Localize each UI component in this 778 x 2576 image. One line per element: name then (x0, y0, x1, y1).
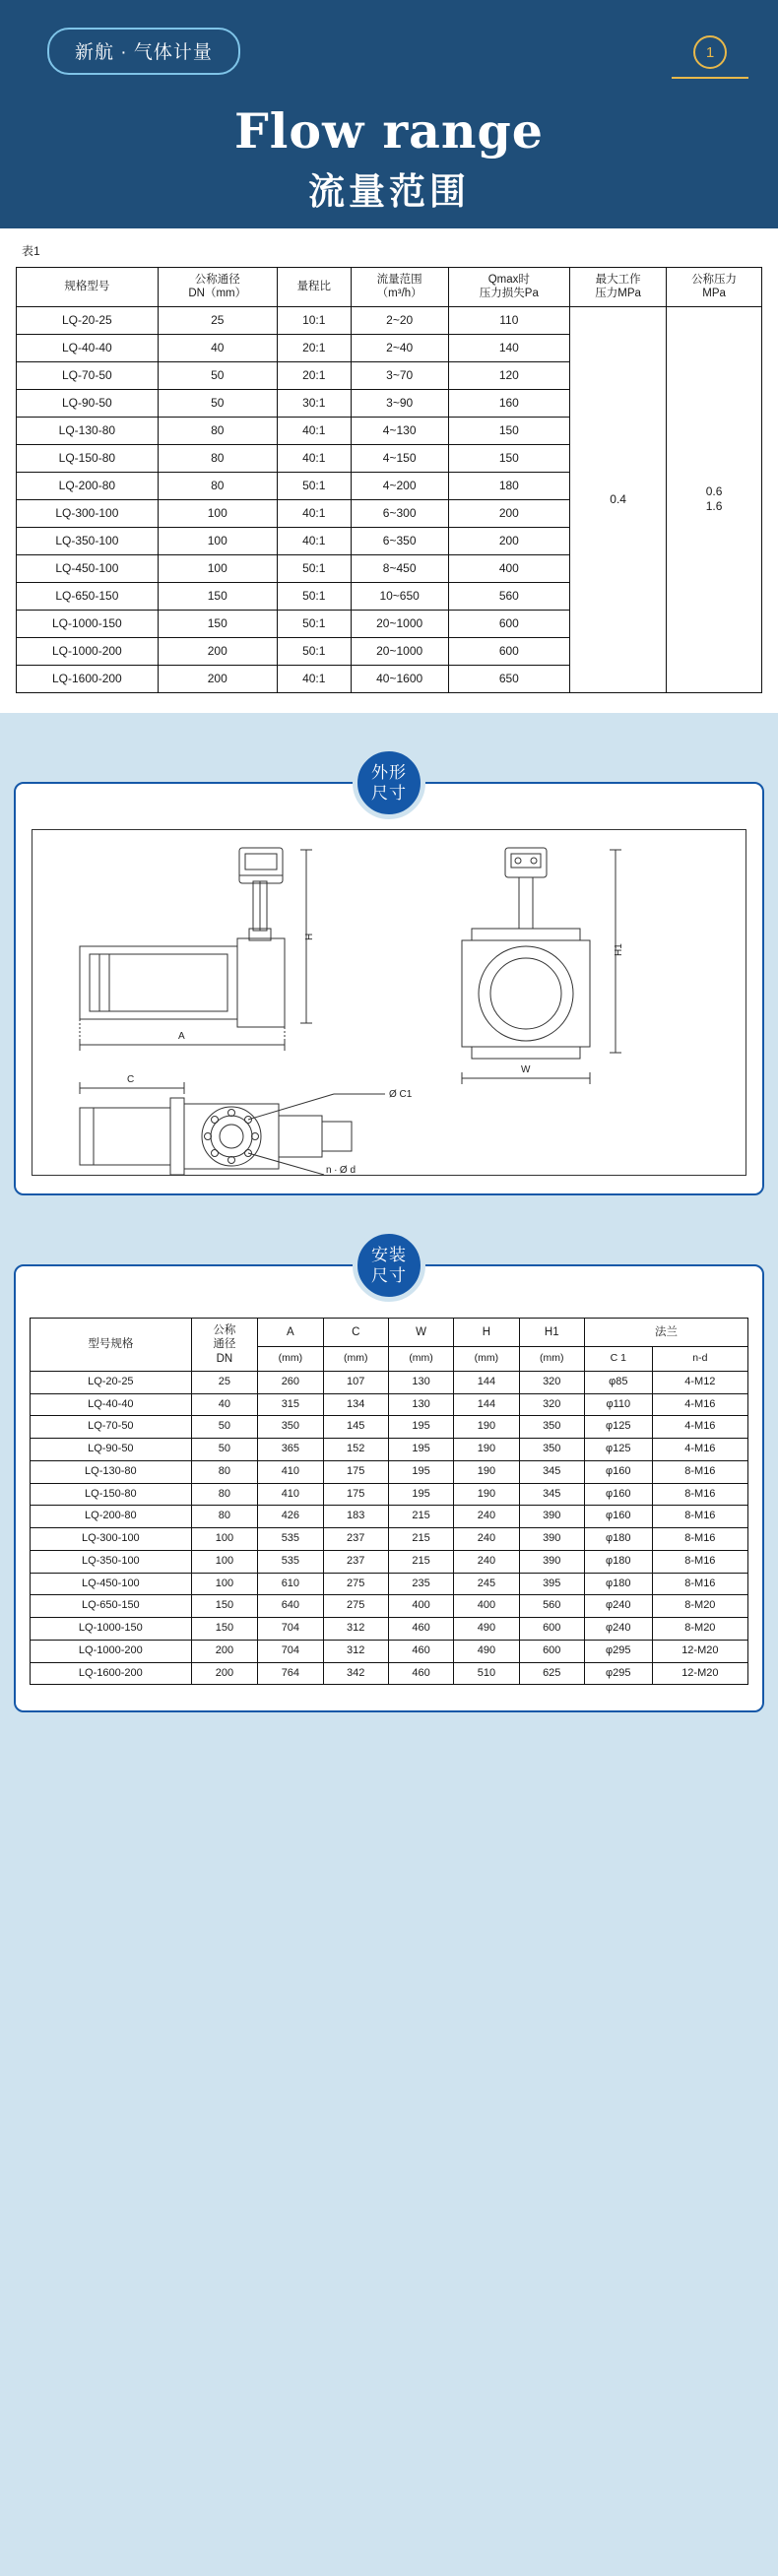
dn-cell: 50 (191, 1439, 258, 1461)
c-cell: 183 (323, 1506, 388, 1528)
dn-cell: 50 (158, 361, 277, 389)
page-header (0, 0, 778, 228)
range-cell: 8~450 (351, 554, 448, 582)
c-cell: 312 (323, 1618, 388, 1641)
ratio-cell: 50:1 (277, 582, 351, 610)
table-header-row (17, 268, 762, 307)
ratio-cell: 50:1 (277, 554, 351, 582)
model-cell: LQ-150-80 (17, 444, 159, 472)
nd-cell: 8-M16 (652, 1528, 747, 1551)
install-badge-line2: 尺寸 (371, 1265, 407, 1285)
c-cell: 175 (323, 1483, 388, 1506)
h-cell: 240 (454, 1528, 519, 1551)
model-cell: LQ-20-25 (31, 1371, 192, 1393)
range-cell: 3~90 (351, 389, 448, 417)
loss-cell: 650 (448, 665, 570, 692)
model-cell: LQ-300-100 (17, 499, 159, 527)
loss-cell: 150 (448, 417, 570, 444)
col-model: 型号规格 (31, 1318, 192, 1371)
dn-cell: 50 (191, 1416, 258, 1439)
col-model: 规格型号 (17, 268, 159, 307)
model-cell: LQ-40-40 (31, 1393, 192, 1416)
model-cell: LQ-90-50 (17, 389, 159, 417)
loss-cell: 600 (448, 610, 570, 637)
w-cell: 195 (388, 1416, 453, 1439)
col-w: W (388, 1318, 453, 1346)
h1-cell: 625 (519, 1662, 584, 1685)
dn-cell: 200 (191, 1662, 258, 1685)
model-cell: LQ-1000-200 (17, 637, 159, 665)
loss-cell: 600 (448, 637, 570, 665)
h-cell: 190 (454, 1460, 519, 1483)
h-cell: 490 (454, 1640, 519, 1662)
c-cell: 237 (323, 1550, 388, 1573)
model-cell: LQ-40-40 (17, 334, 159, 361)
flow-range-table-head (17, 268, 762, 307)
section-badge-install (353, 1229, 425, 1302)
h-cell: 400 (454, 1595, 519, 1618)
install-table-head (31, 1318, 748, 1371)
brand-pill: 新航 · 气体计量 (47, 28, 240, 75)
col-h: H (454, 1318, 519, 1346)
unit-w: (mm) (388, 1346, 453, 1371)
dn-cell: 100 (158, 499, 277, 527)
model-cell: LQ-450-100 (31, 1573, 192, 1595)
loss-cell: 560 (448, 582, 570, 610)
table-row (31, 1506, 748, 1528)
c1-cell: φ180 (584, 1550, 652, 1573)
col-pressure-loss: Qmax时 压力损失Pa (448, 268, 570, 307)
a-cell: 610 (258, 1573, 323, 1595)
nd-cell: 12-M20 (652, 1662, 747, 1685)
c-cell: 275 (323, 1573, 388, 1595)
dn-cell: 50 (158, 389, 277, 417)
a-cell: 365 (258, 1439, 323, 1461)
table-row (31, 1483, 748, 1506)
unit-a: (mm) (258, 1346, 323, 1371)
dn-cell: 25 (158, 306, 277, 334)
dn-cell: 100 (191, 1550, 258, 1573)
c1-cell: φ180 (584, 1573, 652, 1595)
section-badge-outline (353, 746, 425, 819)
max-working-pressure-cell: 0.4 (570, 306, 667, 692)
c-cell: 107 (323, 1371, 388, 1393)
col-flange: 法兰 (584, 1318, 747, 1346)
c-cell: 275 (323, 1595, 388, 1618)
w-cell: 130 (388, 1371, 453, 1393)
table-row (31, 1416, 748, 1439)
flow-range-panel (0, 228, 778, 713)
col-range: 流量范围 （m³/h） (351, 268, 448, 307)
c-cell: 312 (323, 1640, 388, 1662)
c1-cell: φ85 (584, 1371, 652, 1393)
h1-cell: 600 (519, 1640, 584, 1662)
range-cell: 2~40 (351, 334, 448, 361)
a-cell: 535 (258, 1528, 323, 1551)
unit-c: (mm) (323, 1346, 388, 1371)
install-table-body (31, 1371, 748, 1685)
range-cell: 20~1000 (351, 610, 448, 637)
loss-cell: 140 (448, 334, 570, 361)
table-row (31, 1460, 748, 1483)
ratio-cell: 30:1 (277, 389, 351, 417)
col-nominal-pressure: 公称压力 MPa (667, 268, 762, 307)
c1-cell: φ110 (584, 1393, 652, 1416)
loss-cell: 200 (448, 499, 570, 527)
nd-cell: 4-M16 (652, 1439, 747, 1461)
w-cell: 195 (388, 1483, 453, 1506)
model-cell: LQ-300-100 (31, 1528, 192, 1551)
h1-cell: 320 (519, 1393, 584, 1416)
dn-cell: 40 (191, 1393, 258, 1416)
a-cell: 410 (258, 1483, 323, 1506)
model-cell: LQ-200-80 (17, 472, 159, 499)
ratio-cell: 50:1 (277, 637, 351, 665)
c-cell: 237 (323, 1528, 388, 1551)
model-cell: LQ-350-100 (31, 1550, 192, 1573)
h1-cell: 350 (519, 1416, 584, 1439)
ratio-cell: 40:1 (277, 665, 351, 692)
c-cell: 134 (323, 1393, 388, 1416)
spacer-install (0, 1195, 778, 1229)
w-cell: 215 (388, 1528, 453, 1551)
col-dn: 公称 通径 DN (191, 1318, 258, 1371)
model-cell: LQ-1600-200 (31, 1662, 192, 1685)
h-cell: 240 (454, 1506, 519, 1528)
a-cell: 260 (258, 1371, 323, 1393)
install-dimensions-card (14, 1264, 764, 1713)
loss-cell: 120 (448, 361, 570, 389)
nd-cell: 4-M16 (652, 1416, 747, 1439)
a-cell: 640 (258, 1595, 323, 1618)
outline-badge-wrap (0, 746, 778, 819)
nd-cell: 8-M16 (652, 1550, 747, 1573)
label-nd: n ∙ Ø d (326, 1164, 357, 1175)
page-badge-underline (672, 77, 748, 79)
table-header-row (31, 1318, 748, 1346)
h1-cell: 600 (519, 1618, 584, 1641)
range-cell: 6~350 (351, 527, 448, 554)
dn-cell: 80 (191, 1460, 258, 1483)
a-cell: 764 (258, 1662, 323, 1685)
dn-cell: 200 (158, 637, 277, 665)
dn-cell: 100 (191, 1573, 258, 1595)
h-cell: 190 (454, 1416, 519, 1439)
c-cell: 342 (323, 1662, 388, 1685)
install-badge-wrap (0, 1229, 778, 1302)
loss-cell: 200 (448, 527, 570, 554)
dn-cell: 80 (158, 417, 277, 444)
ratio-cell: 50:1 (277, 610, 351, 637)
model-cell: LQ-200-80 (31, 1506, 192, 1528)
ratio-cell: 40:1 (277, 499, 351, 527)
nd-cell: 12-M20 (652, 1640, 747, 1662)
dn-cell: 100 (191, 1528, 258, 1551)
page-title-cn: 流量范围 (308, 171, 470, 212)
dn-cell: 100 (158, 527, 277, 554)
label-H: H (304, 933, 315, 940)
nd-cell: 8-M16 (652, 1483, 747, 1506)
c1-cell: φ295 (584, 1662, 652, 1685)
nd-cell: 4-M16 (652, 1393, 747, 1416)
ratio-cell: 10:1 (277, 306, 351, 334)
col-c: C (323, 1318, 388, 1346)
dn-cell: 100 (158, 554, 277, 582)
model-cell: LQ-150-80 (31, 1483, 192, 1506)
dn-cell: 150 (191, 1595, 258, 1618)
nominal-pressure-cell: 0.6 1.6 (667, 306, 762, 692)
model-cell: LQ-650-150 (17, 582, 159, 610)
table-row (31, 1550, 748, 1573)
unit-h1: (mm) (519, 1346, 584, 1371)
w-cell: 130 (388, 1393, 453, 1416)
table-row (31, 1393, 748, 1416)
c1-cell: φ180 (584, 1528, 652, 1551)
h1-cell: 390 (519, 1550, 584, 1573)
w-cell: 460 (388, 1618, 453, 1641)
dn-cell: 150 (158, 610, 277, 637)
model-cell: LQ-70-50 (31, 1416, 192, 1439)
col-ratio: 量程比 (277, 268, 351, 307)
dn-cell: 200 (191, 1640, 258, 1662)
a-cell: 535 (258, 1550, 323, 1573)
install-dimensions-table (30, 1318, 748, 1686)
col-dn: 公称通径 DN（mm） (158, 268, 277, 307)
w-cell: 215 (388, 1550, 453, 1573)
nd-cell: 4-M12 (652, 1371, 747, 1393)
outline-drawing-box (32, 829, 746, 1176)
table-row (31, 1528, 748, 1551)
table-row (31, 1371, 748, 1393)
table-row (31, 1662, 748, 1685)
c1-cell: φ240 (584, 1595, 652, 1618)
loss-cell: 180 (448, 472, 570, 499)
model-cell: LQ-1000-150 (31, 1618, 192, 1641)
h-cell: 190 (454, 1439, 519, 1461)
dn-cell: 80 (191, 1483, 258, 1506)
h1-cell: 345 (519, 1460, 584, 1483)
c1-cell: φ125 (584, 1416, 652, 1439)
flow-range-table (16, 267, 762, 693)
c1-cell: φ160 (584, 1506, 652, 1528)
h1-cell: 395 (519, 1573, 584, 1595)
h-cell: 490 (454, 1618, 519, 1641)
model-cell: LQ-20-25 (17, 306, 159, 334)
c1-cell: φ125 (584, 1439, 652, 1461)
h-cell: 190 (454, 1483, 519, 1506)
nd-cell: 8-M16 (652, 1460, 747, 1483)
page-title-en: Flow range (234, 102, 544, 160)
outline-drawing-svg (32, 830, 746, 1175)
a-cell: 350 (258, 1416, 323, 1439)
c-cell: 152 (323, 1439, 388, 1461)
a-cell: 704 (258, 1640, 323, 1662)
model-cell: LQ-1600-200 (17, 665, 159, 692)
w-cell: 195 (388, 1460, 453, 1483)
h1-cell: 390 (519, 1506, 584, 1528)
range-cell: 6~300 (351, 499, 448, 527)
model-cell: LQ-1000-200 (31, 1640, 192, 1662)
a-cell: 426 (258, 1506, 323, 1528)
flow-range-table-body (17, 306, 762, 692)
install-badge-line1: 安装 (371, 1245, 407, 1264)
h1-cell: 350 (519, 1439, 584, 1461)
range-cell: 4~130 (351, 417, 448, 444)
a-cell: 410 (258, 1460, 323, 1483)
c1-cell: φ295 (584, 1640, 652, 1662)
nd-cell: 8-M20 (652, 1595, 747, 1618)
dn-cell: 80 (158, 472, 277, 499)
a-cell: 704 (258, 1618, 323, 1641)
bottom-spacer (0, 1712, 778, 1738)
model-cell: LQ-130-80 (17, 417, 159, 444)
nd-cell: 8-M16 (652, 1573, 747, 1595)
loss-cell: 400 (448, 554, 570, 582)
table-row (31, 1618, 748, 1641)
dn-cell: 80 (158, 444, 277, 472)
h-cell: 245 (454, 1573, 519, 1595)
outline-badge-line1: 外形 (371, 762, 407, 782)
model-cell: LQ-1000-150 (17, 610, 159, 637)
unit-h: (mm) (454, 1346, 519, 1371)
dn-cell: 150 (158, 582, 277, 610)
h1-cell: 345 (519, 1483, 584, 1506)
col-h1: H1 (519, 1318, 584, 1346)
dn-cell: 150 (191, 1618, 258, 1641)
dn-cell: 80 (191, 1506, 258, 1528)
label-A: A (178, 1030, 185, 1042)
w-cell: 400 (388, 1595, 453, 1618)
h-cell: 240 (454, 1550, 519, 1573)
range-cell: 10~650 (351, 582, 448, 610)
table-row (31, 1595, 748, 1618)
model-cell: LQ-90-50 (31, 1439, 192, 1461)
ratio-cell: 20:1 (277, 361, 351, 389)
label-C: C (127, 1073, 135, 1085)
range-cell: 3~70 (351, 361, 448, 389)
h1-cell: 390 (519, 1528, 584, 1551)
ratio-cell: 40:1 (277, 527, 351, 554)
model-cell: LQ-70-50 (17, 361, 159, 389)
model-cell: LQ-450-100 (17, 554, 159, 582)
table-row (31, 1439, 748, 1461)
h-cell: 144 (454, 1393, 519, 1416)
h-cell: 144 (454, 1371, 519, 1393)
h1-cell: 320 (519, 1371, 584, 1393)
table1-caption: 表1 (22, 244, 40, 258)
w-cell: 235 (388, 1573, 453, 1595)
range-cell: 40~1600 (351, 665, 448, 692)
w-cell: 460 (388, 1640, 453, 1662)
dn-cell: 200 (158, 665, 277, 692)
ratio-cell: 40:1 (277, 417, 351, 444)
a-cell: 315 (258, 1393, 323, 1416)
c-cell: 175 (323, 1460, 388, 1483)
outline-badge-line2: 尺寸 (371, 783, 407, 803)
table-row (17, 306, 762, 334)
range-cell: 4~200 (351, 472, 448, 499)
col-c1: C 1 (584, 1346, 652, 1371)
c-cell: 145 (323, 1416, 388, 1439)
dn-cell: 25 (191, 1371, 258, 1393)
model-cell: LQ-650-150 (31, 1595, 192, 1618)
w-cell: 195 (388, 1439, 453, 1461)
range-cell: 4~150 (351, 444, 448, 472)
ratio-cell: 20:1 (277, 334, 351, 361)
range-cell: 2~20 (351, 306, 448, 334)
c1-cell: φ240 (584, 1618, 652, 1641)
label-H1: H1 (614, 942, 624, 956)
loss-cell: 150 (448, 444, 570, 472)
range-cell: 20~1000 (351, 637, 448, 665)
table-row (31, 1573, 748, 1595)
loss-cell: 110 (448, 306, 570, 334)
w-cell: 215 (388, 1506, 453, 1528)
page-number-badge: 1 (693, 35, 727, 69)
col-max-working-pressure: 最大工作 压力MPa (570, 268, 667, 307)
outline-drawing-card (14, 782, 764, 1195)
table-row (31, 1640, 748, 1662)
nd-cell: 8-M16 (652, 1506, 747, 1528)
h1-cell: 560 (519, 1595, 584, 1618)
model-cell: LQ-130-80 (31, 1460, 192, 1483)
dn-cell: 40 (158, 334, 277, 361)
label-W: W (521, 1063, 531, 1075)
nd-cell: 8-M20 (652, 1618, 747, 1641)
loss-cell: 160 (448, 389, 570, 417)
col-nd: n-d (652, 1346, 747, 1371)
label-C1: Ø C1 (389, 1088, 413, 1100)
h-cell: 510 (454, 1662, 519, 1685)
ratio-cell: 40:1 (277, 444, 351, 472)
ratio-cell: 50:1 (277, 472, 351, 499)
c1-cell: φ160 (584, 1483, 652, 1506)
spacer-outline (0, 713, 778, 746)
col-a: A (258, 1318, 323, 1346)
model-cell: LQ-350-100 (17, 527, 159, 554)
w-cell: 460 (388, 1662, 453, 1685)
c1-cell: φ160 (584, 1460, 652, 1483)
